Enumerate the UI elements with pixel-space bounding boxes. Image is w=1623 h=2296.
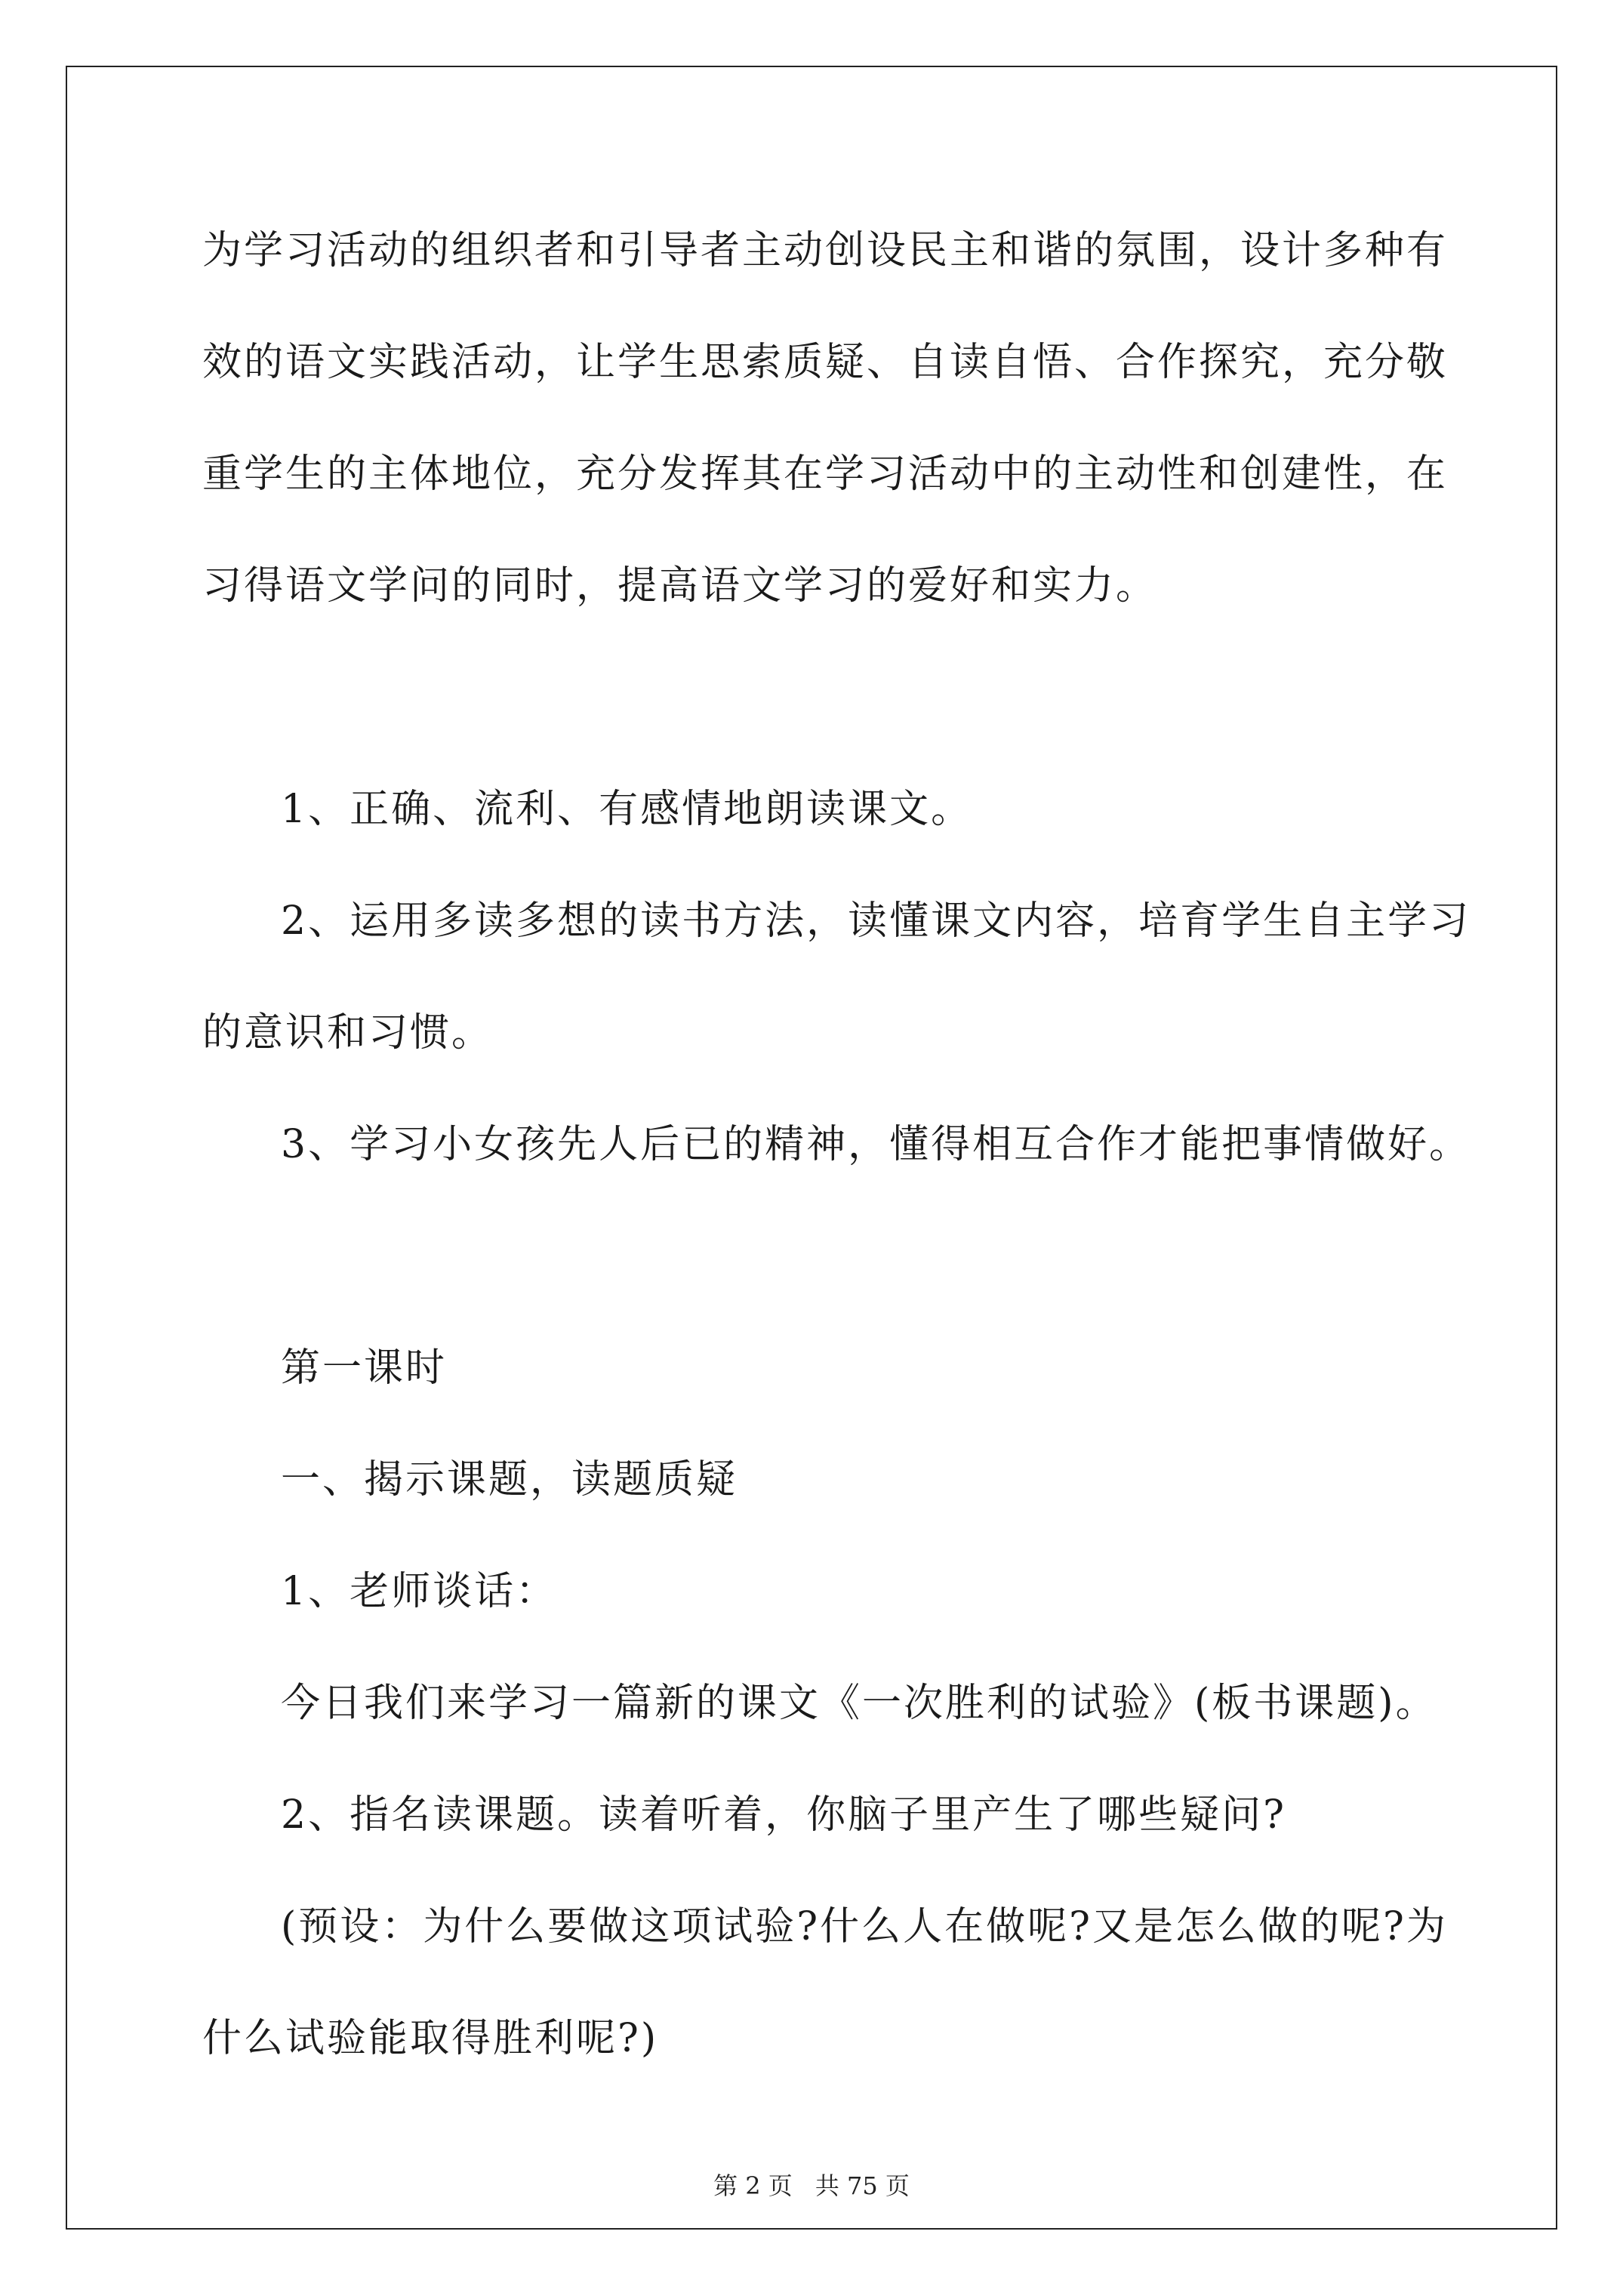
objective-item: 1、正确、流利、有感情地朗读课文。 [281,787,973,832]
step-item: 1、老师谈话： [281,1569,558,1614]
objective-item: 2、运用多读多想的读书方法，读懂课文内容，培育学生自主学习 [281,898,1471,944]
objective-item-continuation: 的意识和习惯。 [202,1010,494,1056]
page-total: 共 75 页 [815,2171,910,2200]
step-item: 2、指名读课题。读着听着，你脑子里产生了哪些疑问? [281,1792,1286,1838]
preset-text: (预设：为什么要做这项试验?什么人在做呢?又是怎么做的呢?为 [281,1904,1448,1949]
step-text: 今日我们来学习一篇新的课文《一次胜利的试验》(板书课题)。 [281,1681,1437,1726]
paragraph-line: 习得语文学问的同时，提高语文学习的爱好和实力。 [202,563,1158,609]
paragraph-line: 重学生的主体地位，充分发挥其在学习活动中的主动性和创建性，在 [202,451,1449,497]
lesson-heading: 第一课时 [281,1345,448,1391]
paragraph-line: 效的语文实践活动，让学生思索质疑、自读自悟、合作探究，充分敬 [202,340,1449,385]
section-heading: 一、揭示课题，读题质疑 [281,1457,738,1502]
page-number: 第 2 页 [713,2171,793,2200]
paragraph-line: 为学习活动的组织者和引导者主动创设民主和谐的氛围，设计多种有 [202,228,1449,273]
objective-item: 3、学习小女孩先人后已的精神，懂得相互合作才能把事情做好。 [281,1122,1471,1167]
preset-text-continuation: 什么试验能取得胜利呢?) [202,2016,659,2061]
page-footer [0,2171,1623,2201]
